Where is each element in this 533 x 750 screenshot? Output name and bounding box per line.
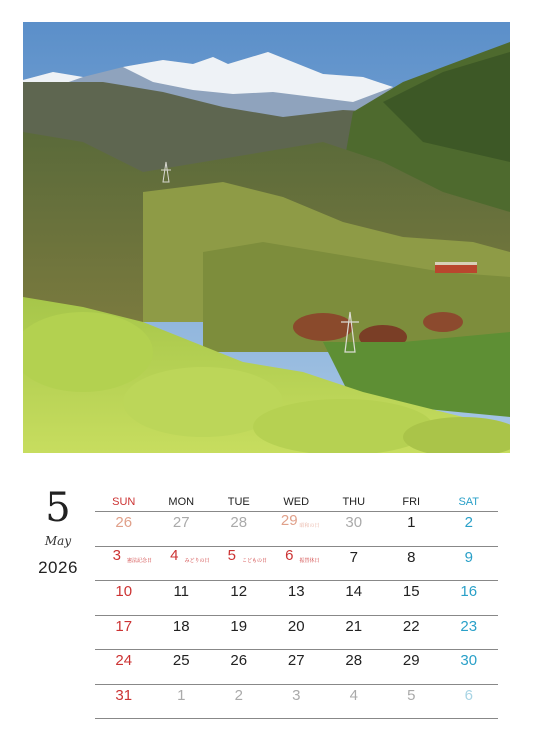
week-row (95, 512, 498, 547)
day-number: 26 (230, 652, 248, 669)
day-cell (153, 581, 211, 615)
week-row (95, 650, 498, 685)
week-row (95, 581, 498, 616)
holiday-note: みどりの日 (184, 557, 210, 564)
holiday-note: 昭和の日 (299, 523, 320, 529)
day-number: 15 (402, 583, 420, 600)
weekday-wed: WED (283, 496, 310, 508)
day-number: 5 (407, 686, 416, 704)
day-cell (210, 616, 268, 650)
day-cell (268, 616, 326, 650)
day-cell (325, 512, 383, 546)
weekday-header-row (95, 494, 498, 512)
day-cell (383, 547, 441, 581)
day-cell (268, 512, 326, 546)
weekday-sat: SAT (458, 496, 480, 508)
day-cell (210, 512, 268, 546)
day-number: 27 (172, 514, 190, 531)
day-number: 29 (280, 512, 298, 529)
day-cell (383, 685, 441, 719)
day-number: 3 (112, 546, 121, 564)
day-cell (153, 547, 211, 581)
day-number: 31 (115, 686, 133, 704)
day-cell (210, 547, 268, 581)
day-cell (383, 581, 441, 615)
day-cell (95, 685, 153, 719)
month-number: 5 (45, 485, 71, 531)
day-cell (440, 650, 498, 684)
holiday-note: こどもの日 (242, 557, 268, 564)
day-cell (325, 547, 383, 581)
day-cell (153, 685, 211, 719)
day-number: 24 (115, 652, 133, 669)
day-cell (440, 616, 498, 650)
day-number: 7 (349, 548, 358, 566)
day-number: 18 (172, 617, 190, 635)
day-cell (210, 685, 268, 719)
day-number: 1 (177, 686, 186, 704)
day-cell (95, 581, 153, 615)
day-number: 12 (230, 583, 248, 600)
landscape-photo (23, 22, 510, 453)
day-cell (210, 581, 268, 615)
day-number: 26 (115, 514, 133, 531)
weeks-container (95, 512, 498, 719)
day-number: 5 (227, 546, 236, 564)
weekday-tue: TUE (227, 496, 250, 508)
day-cell (95, 512, 153, 546)
day-number: 17 (115, 617, 133, 635)
month-header (28, 485, 88, 578)
day-cell (325, 650, 383, 684)
day-cell (325, 616, 383, 650)
day-cell (153, 512, 211, 546)
day-cell (268, 581, 326, 615)
day-number: 19 (230, 617, 248, 635)
day-cell (325, 685, 383, 719)
day-number: 11 (173, 583, 190, 600)
day-number: 2 (234, 686, 243, 704)
day-number: 13 (287, 583, 305, 600)
day-cell (268, 650, 326, 684)
day-cell (153, 650, 211, 684)
day-cell (440, 512, 498, 546)
month-name: May (44, 534, 72, 548)
day-cell (268, 685, 326, 719)
week-row (95, 685, 498, 720)
day-number: 16 (460, 583, 478, 600)
day-number: 3 (292, 686, 301, 704)
day-number: 23 (460, 617, 478, 635)
week-row (95, 616, 498, 651)
day-cell (440, 547, 498, 581)
day-number: 27 (287, 652, 305, 669)
day-number: 6 (464, 686, 473, 704)
day-number: 10 (115, 583, 133, 600)
weekday-thu: THU (342, 496, 366, 508)
day-number: 14 (345, 583, 363, 600)
landscape-illustration (23, 22, 510, 453)
holiday-note: 振替休日 (299, 557, 320, 564)
day-cell (95, 616, 153, 650)
year: 2026 (38, 558, 78, 577)
day-number: 28 (230, 514, 248, 531)
day-number: 6 (285, 546, 294, 564)
holiday-note: 憲法記念日 (127, 557, 153, 564)
day-number: 25 (172, 652, 190, 669)
day-number: 4 (349, 686, 358, 704)
day-number: 2 (464, 514, 473, 531)
day-number: 22 (402, 617, 420, 635)
calendar-grid (95, 494, 498, 719)
weekday-fri: FRI (402, 496, 421, 508)
day-number: 30 (460, 652, 478, 669)
day-cell (210, 650, 268, 684)
weekday-mon: MON (168, 496, 195, 508)
day-cell (383, 650, 441, 684)
day-number: 9 (464, 548, 473, 566)
weekday-sun: SUN (112, 496, 136, 508)
week-row (95, 547, 498, 582)
day-cell (383, 512, 441, 546)
day-number: 8 (407, 548, 416, 566)
day-number: 29 (402, 652, 420, 669)
day-number: 28 (345, 652, 363, 669)
day-number: 30 (345, 514, 363, 531)
day-number: 21 (345, 617, 363, 635)
day-cell (95, 650, 153, 684)
day-cell (95, 547, 153, 581)
day-number: 4 (170, 546, 179, 564)
day-cell (153, 616, 211, 650)
day-cell (440, 685, 498, 719)
day-cell (440, 581, 498, 615)
day-cell (268, 547, 326, 581)
day-number: 20 (287, 617, 305, 635)
day-number: 1 (407, 514, 416, 531)
day-cell (383, 616, 441, 650)
day-cell (325, 581, 383, 615)
